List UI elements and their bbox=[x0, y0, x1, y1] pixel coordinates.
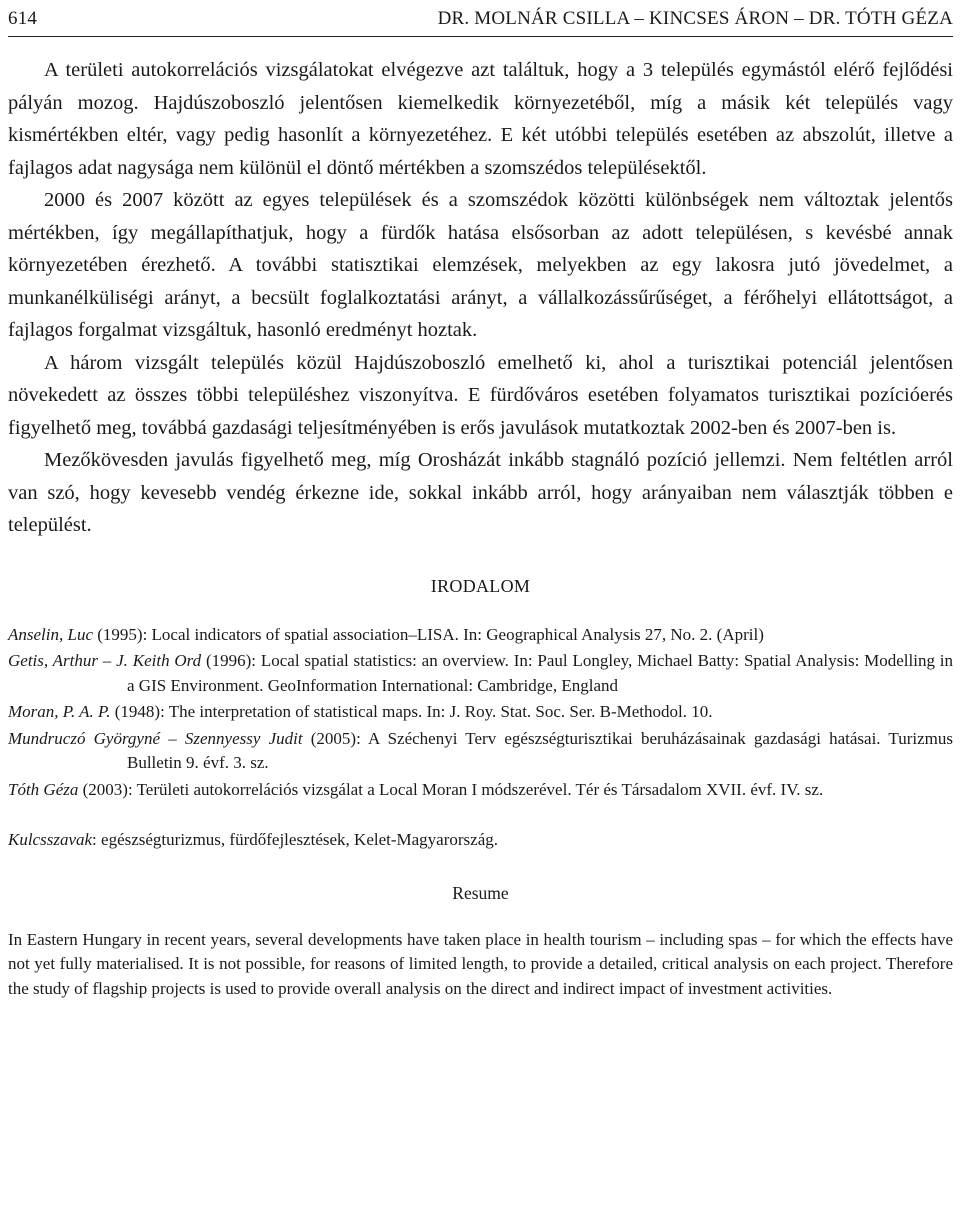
paragraph: A területi autokorrelációs vizsgálatokat elvégezve azt találtuk, hogy a 3 település egymástól elérő fejlődési pályán mozog. Hajdúszoboszló jelentősen kiemelkedik környezetéből, míg a másik két település vagy kismértékben eltér, vagy pedig hasonlít a környezetéhez. E két utóbbi település esetében az abszolút, illetve a fajlagos adat nagysága nem különül el döntő mértékben a szomszédos településektől. bbox=[8, 59, 953, 179]
reference-authors: Anselin, Luc bbox=[8, 624, 93, 644]
reference-authors: Tóth Géza bbox=[8, 779, 79, 799]
reference-text: (1995): Local indicators of spatial association–LISA. In: Geographical Analysis 27, No. 2. (April) bbox=[93, 624, 764, 644]
paragraph: Mezőkövesden javulás figyelhető meg, míg Orosházát inkább stagnáló pozíció jellemzi. Nem feltétlen arról van szó, hogy kevesebb vendég érkezne ide, sokkal inkább arról, hogy arányaiban nem választják többen e települést. bbox=[8, 449, 953, 536]
reference-authors: Mundruczó Györgyné – Szennyessy Judit bbox=[8, 728, 303, 748]
reference-item bbox=[8, 727, 953, 776]
page-number: 614 bbox=[8, 8, 38, 29]
reference-item bbox=[8, 623, 953, 648]
reference-text: (1948): The interpretation of statistical maps. In: J. Roy. Stat. Soc. Ser. B-Methodol. 10. bbox=[110, 702, 713, 721]
reference-authors: Moran, P. A. P. bbox=[8, 702, 111, 721]
reference-text: (1996): Local spatial statistics: an overview. In: Paul Longley, Michael Batty: Spatial Analysis: Modelling in a GIS Environment. GeoInformation International: Cambridge, England bbox=[127, 651, 953, 695]
page bbox=[8, 0, 953, 1001]
paragraph: 2000 és 2007 között az egyes települések és a szomszédok közötti különbségek nem változtak jelentős mértékben, így megállapíthatjuk, hogy a fürdők hatása elsősorban az adott településen, s kevésbé annak környezetében érezhető. A további statisztikai elemzések, melyekben az egy lakosra jutó jövedelmet, a munkanélküliségi arányt, a becsült foglalkoztatási arányt, a vállalkozássűrűséget, a férőhelyi ellátottságot, a fajlagos forgalmat vizsgáltuk, hasonló eredményt hoztak. bbox=[8, 189, 953, 341]
keywords bbox=[8, 828, 953, 853]
reference-list bbox=[8, 623, 953, 803]
reference-item bbox=[8, 778, 953, 803]
reference-item bbox=[8, 649, 953, 698]
running-header bbox=[8, 0, 953, 40]
header-authors: DR. MOLNÁR CSILLA – KINCSES ÁRON – DR. TÓTH GÉZA bbox=[437, 8, 953, 29]
keywords-label: Kulcsszavak bbox=[8, 830, 93, 849]
resume-heading: Resume bbox=[452, 882, 509, 903]
reference-item bbox=[8, 700, 953, 725]
paragraph: A három vizsgált település közül Hajdúszoboszló emelhető ki, ahol a turisztikai potenciál jelentősen növekedett az összes többi településhez viszonyítva. E fürdőváros esetében folyamatos turisztikai pozícióerés figyelhető meg, továbbá gazdasági teljesítményében is erős javulások mutatkoztak 2002-ben és 2007-ben is. bbox=[8, 351, 953, 439]
keywords-text: : egészségturizmus, fürdőfejlesztések, Kelet-Magyarország. bbox=[92, 830, 498, 849]
body-text bbox=[8, 54, 953, 542]
reference-text: (2005): A Széchenyi Terv egészségturisztikai beruházásainak gazdasági hatásai. Turizmus Bulletin 9. évf. 3. sz. bbox=[127, 728, 953, 772]
references-heading: IRODALOM bbox=[430, 575, 531, 596]
header-rule bbox=[8, 36, 953, 37]
reference-text: (2003): Területi autokorrelációs vizsgálat a Local Moran I módszerével. Tér és Társadalom XVII. évf. IV. sz. bbox=[78, 779, 824, 799]
reference-authors: Getis, Arthur – J. Keith Ord bbox=[8, 651, 202, 670]
resume-text: In Eastern Hungary in recent years, several developments have taken place in health tourism – including spas – for which the effects have not yet fully materialised. It is not possible, for reasons of limited length, to provide a detailed, critical analysis on each project. Therefore the study of flagship projects is used to provide overall analysis on the direct and indirect impact of investment activities. bbox=[8, 929, 953, 998]
